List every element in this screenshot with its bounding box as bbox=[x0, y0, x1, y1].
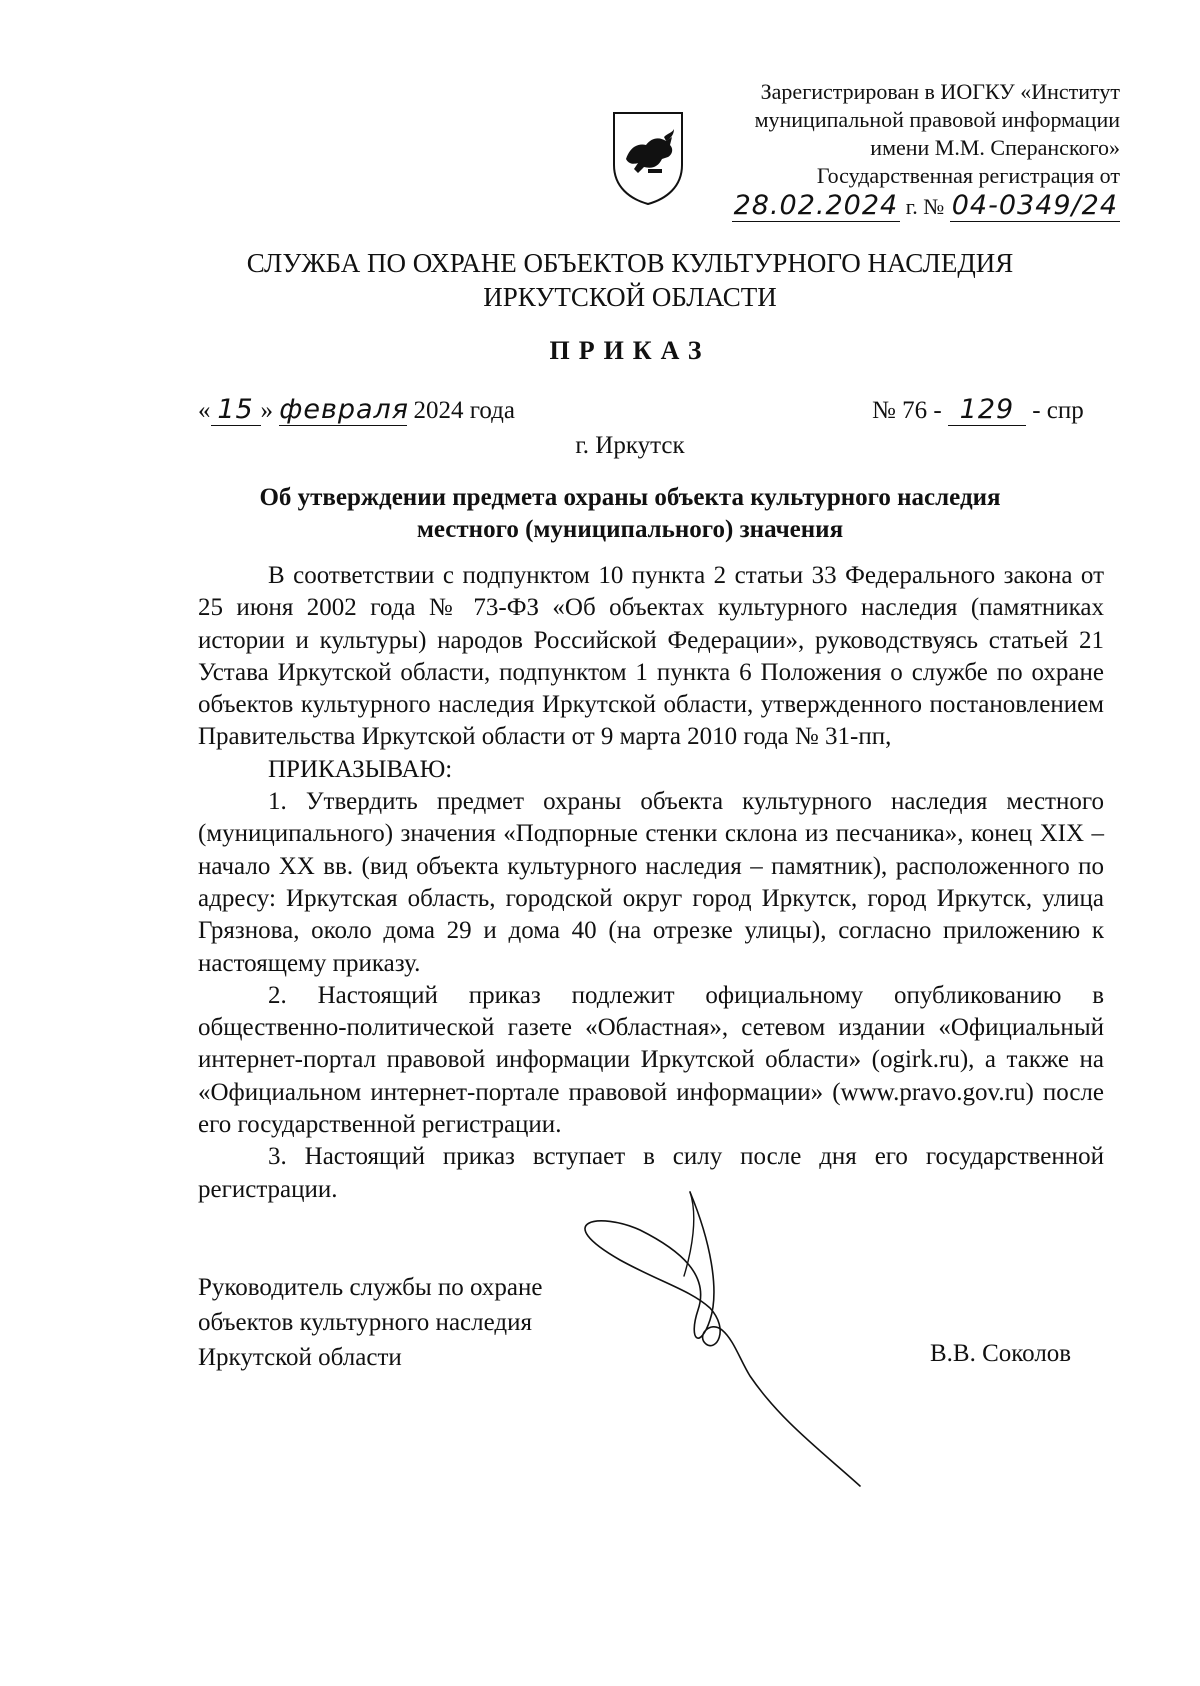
order-number-suffix: - спр bbox=[1032, 397, 1084, 424]
order-number-prefix: № 76 - bbox=[872, 397, 942, 424]
order-number bbox=[872, 394, 1084, 426]
registration-stamp bbox=[660, 78, 1120, 221]
order-number-handwritten: 129 bbox=[948, 394, 1026, 426]
order-title: ПРИКАЗ bbox=[549, 336, 711, 365]
registration-line-4: Государственная регистрация от bbox=[816, 163, 1120, 188]
registration-line-3: имени М.М. Сперанского» bbox=[870, 135, 1120, 160]
irkutsk-coat-of-arms-icon bbox=[608, 107, 688, 207]
signatory-position-line-2: объектов культурного наследия bbox=[198, 1309, 532, 1336]
order-year: 2024 года bbox=[413, 397, 515, 424]
order-month: февраля bbox=[279, 394, 410, 425]
agency-name-line-1: СЛУЖБА ПО ОХРАНЕ ОБЪЕКТОВ КУЛЬТУРНОГО НАСЛЕДИЯ bbox=[246, 248, 1014, 278]
registration-number-label: г. № bbox=[905, 194, 945, 219]
order-command-word: ПРИКАЗЫВАЮ: bbox=[268, 755, 453, 783]
handwritten-signature-icon bbox=[560, 1180, 920, 1500]
signatory-position bbox=[198, 1270, 542, 1375]
registration-number: 04-0349/24 bbox=[951, 190, 1118, 221]
order-item-1: 1. Утвердить предмет охраны объекта культурного наследия местного (муниципального) значения «Подпорные стенки склона из песчаника», конец XIX – начало XX вв. (вид объекта культурного наследия – памятник), расположенного по адресу: Иркутская область, городской округ город Иркутск, город Иркутск, улица Грязнова, около дома 29 и дома 40 (на отрезке улицы), согласно приложению к настоящему приказу. bbox=[198, 788, 1104, 977]
order-city: г. Иркутск bbox=[575, 432, 685, 459]
signatory-name: В.В. Соколов bbox=[930, 1340, 1072, 1367]
order-item-3: 3. Настоящий приказ вступает в силу после дня его государственной регистрации. bbox=[198, 1143, 1104, 1203]
agency-name bbox=[200, 246, 1060, 314]
signatory-position-line-1: Руководитель службы по охране bbox=[198, 1274, 543, 1301]
order-subject-line-2: местного (муниципального) значения bbox=[416, 516, 844, 543]
registration-date: 28.02.2024 bbox=[733, 190, 899, 221]
registration-date-number-row bbox=[660, 192, 1120, 221]
agency-name-line-2: ИРКУТСКОЙ ОБЛАСТИ bbox=[483, 282, 777, 312]
order-date bbox=[198, 394, 515, 426]
registration-line-1: Зарегистрирован в ИОГКУ «Институт bbox=[760, 79, 1120, 104]
order-subject bbox=[210, 482, 1050, 546]
date-open-quote: « bbox=[198, 397, 211, 424]
signatory-position-line-3: Иркутской области bbox=[198, 1344, 402, 1371]
order-subject-line-1: Об утверждении предмета охраны объекта культурного наследия bbox=[259, 484, 1001, 511]
order-day: 15 bbox=[211, 394, 261, 426]
order-item-2: 2. Настоящий приказ подлежит официальному опубликованию в общественно-политической газете «Областная», сетевом издании «Официальный интернет-портал правовой информации Иркутской области» (ogirk.ru), а также на «Официальном интернет-портале правовой информации» (www.pravo.gov.ru) после его государственной регистрации. bbox=[198, 981, 1104, 1139]
date-close-quote: » bbox=[260, 397, 273, 424]
registration-line-2: муниципальной правовой информации bbox=[754, 107, 1120, 132]
order-body bbox=[198, 560, 1104, 1206]
order-preamble: В соответствии с подпунктом 10 пункта 2 статьи 33 Федерального закона от 25 июня 2002 года № 73-ФЗ «Об объектах культурного наследия (памятниках истории и культуры) народов Российской Федерации», руководствуясь статьей 21 Устава Иркутской области, подпунктом 1 пункта 6 Положения о службе по охране объектов культурного наследия Иркутской области, утвержденного постановлением Правительства Иркутской области от 9 марта 2010 года № 31-пп, bbox=[198, 562, 1104, 751]
